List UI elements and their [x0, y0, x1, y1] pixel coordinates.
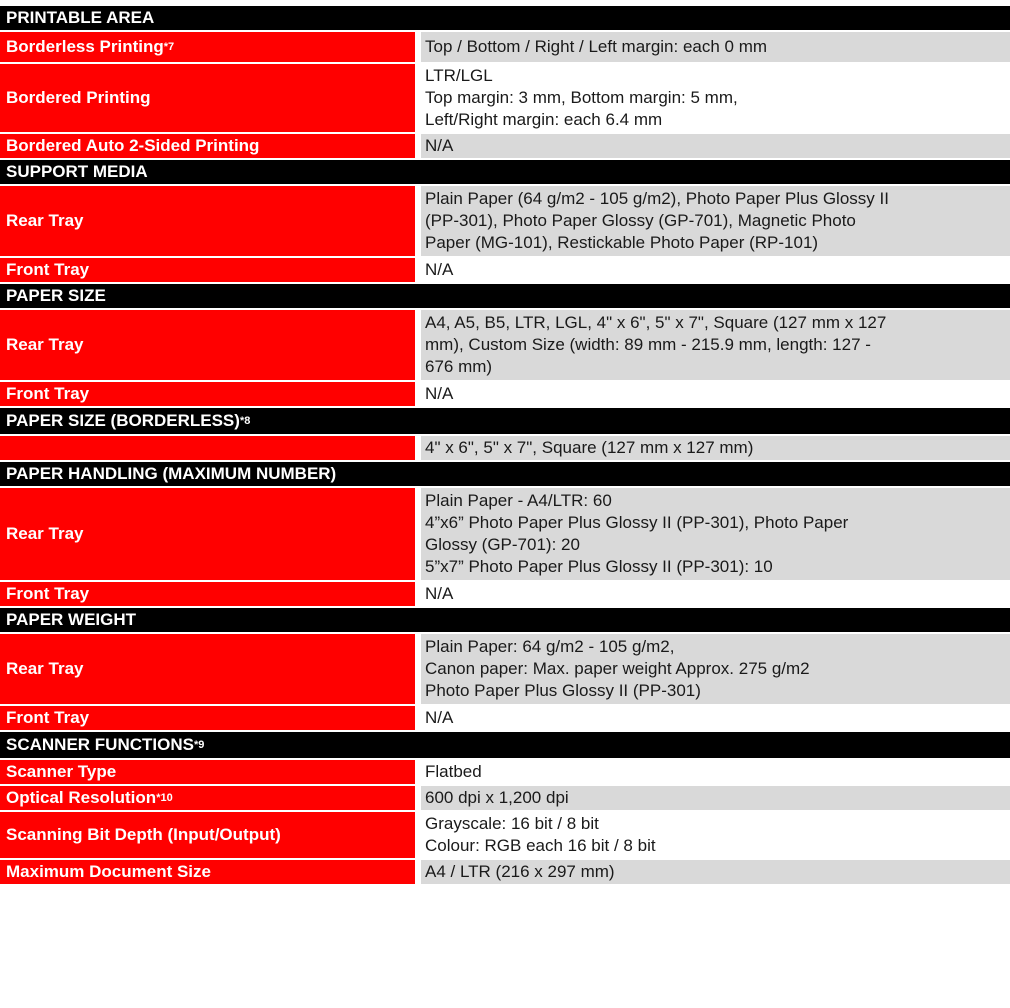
row-value-line: (PP-301), Photo Paper Glossy (GP-701), Magnetic Photo	[425, 211, 856, 230]
row-value-line: N/A	[425, 260, 454, 279]
row-value-line: Grayscale: 16 bit / 8 bit	[425, 814, 599, 833]
row-value	[421, 760, 1010, 784]
row-value	[421, 258, 1010, 282]
section-header	[0, 160, 1010, 184]
row-value-line: A4 / LTR (216 x 297 mm)	[425, 862, 615, 881]
row-value-line: Plain Paper: 64 g/m2 - 105 g/m2,	[425, 637, 675, 656]
row-value-line: N/A	[425, 708, 454, 727]
row-value	[421, 786, 1010, 810]
row-label: Borderless Printing *7	[0, 32, 415, 62]
row-label	[0, 64, 415, 132]
row-value-line: N/A	[425, 584, 454, 603]
row-label-text: Rear Tray	[6, 335, 84, 354]
row-label-text: Bordered Auto 2-Sided Printing	[6, 136, 260, 155]
section-title: SCANNER FUNCTIONS	[6, 735, 194, 754]
row-value	[421, 186, 1010, 256]
row-label	[0, 706, 415, 730]
row-value	[421, 634, 1010, 704]
row-value-line: Top / Bottom / Right / Left margin: each 0 mm	[425, 37, 768, 56]
row-label	[0, 134, 415, 158]
section-title: PAPER SIZE (BORDERLESS)	[6, 411, 240, 430]
section-header	[0, 284, 1010, 308]
row-value-line: N/A	[425, 384, 454, 403]
row-label	[0, 812, 415, 858]
row-label-text: Maximum Document Size	[6, 862, 211, 881]
section-title: PAPER WEIGHT	[6, 610, 137, 629]
row-value	[421, 488, 1010, 580]
row-label-text: Rear Tray	[6, 524, 84, 543]
row-label-text: Front Tray	[6, 260, 90, 279]
row-value	[421, 812, 1010, 858]
row-label-text: Scanning Bit Depth (Input/Output)	[6, 825, 281, 844]
section-title: SUPPORT MEDIA	[6, 162, 148, 181]
row-value-line: 4" x 6", 5" x 7", Square (127 mm x 127 mm)	[425, 438, 754, 457]
section-header: PAPER SIZE (BORDERLESS) *8	[0, 408, 1010, 434]
row-value-line: 5”x7” Photo Paper Plus Glossy II (PP-301): 10	[425, 557, 773, 576]
row-label	[0, 310, 415, 380]
row-value	[421, 64, 1010, 132]
row-value-line: Photo Paper Plus Glossy II (PP-301)	[425, 681, 701, 700]
row-value-line: 4”x6” Photo Paper Plus Glossy II (PP-301), Photo Paper	[425, 513, 849, 532]
row-value	[421, 310, 1010, 380]
row-value-line: 676 mm)	[425, 357, 493, 376]
row-label	[0, 860, 415, 884]
row-label-text: Rear Tray	[6, 211, 84, 230]
section-title: PAPER SIZE	[6, 286, 106, 305]
row-value-line: Plain Paper - A4/LTR: 60	[425, 491, 612, 510]
row-label	[0, 760, 415, 784]
row-value-line: LTR/LGL	[425, 66, 493, 85]
row-value-line: mm), Custom Size (width: 89 mm - 215.9 mm, length: 127 -	[425, 335, 871, 354]
section-header	[0, 608, 1010, 632]
row-value-line: Canon paper: Max. paper weight Approx. 275 g/m2	[425, 659, 810, 678]
row-label-text: Borderless Printing	[6, 37, 164, 56]
row-label: Optical Resolution *10	[0, 786, 415, 810]
row-label-text: Bordered Printing	[6, 88, 151, 107]
section-title: PRINTABLE AREA	[6, 8, 155, 27]
section-header	[0, 6, 1010, 30]
row-label	[0, 382, 415, 406]
row-value-line: Flatbed	[425, 762, 482, 781]
row-value-line: Paper (MG-101), Restickable Photo Paper (RP-101)	[425, 233, 819, 252]
row-value-line: Top margin: 3 mm, Bottom margin: 5 mm,	[425, 88, 738, 107]
row-value-line: N/A	[425, 136, 454, 155]
row-label	[0, 488, 415, 580]
row-value	[421, 382, 1010, 406]
row-value-line: Colour: RGB each 16 bit / 8 bit	[425, 836, 656, 855]
row-label	[0, 186, 415, 256]
row-value	[421, 134, 1010, 158]
row-label-text: Front Tray	[6, 584, 90, 603]
row-value-line: Glossy (GP-701): 20	[425, 535, 580, 554]
section-header: SCANNER FUNCTIONS *9	[0, 732, 1010, 758]
row-value-line: Left/Right margin: each 6.4 mm	[425, 110, 663, 129]
section-title: PAPER HANDLING (MAXIMUM NUMBER)	[6, 464, 337, 483]
row-value	[421, 860, 1010, 884]
row-label-text: Scanner Type	[6, 762, 117, 781]
row-label	[0, 582, 415, 606]
row-value-line: 600 dpi x 1,200 dpi	[425, 788, 569, 807]
row-value	[421, 582, 1010, 606]
row-label	[0, 436, 415, 460]
row-value-line: A4, A5, B5, LTR, LGL, 4" x 6", 5" x 7", Square (127 mm x 127	[425, 313, 887, 332]
row-label	[0, 634, 415, 704]
section-header	[0, 462, 1010, 486]
row-value-line: Plain Paper (64 g/m2 - 105 g/m2), Photo Paper Plus Glossy II	[425, 189, 889, 208]
row-value	[421, 436, 1010, 460]
row-label-text: Front Tray	[6, 384, 90, 403]
row-label	[0, 258, 415, 282]
row-value	[421, 706, 1010, 730]
row-label-text: Rear Tray	[6, 659, 84, 678]
row-label-text: Front Tray	[6, 708, 90, 727]
row-label-text: Optical Resolution	[6, 788, 157, 807]
row-value	[421, 32, 1010, 62]
